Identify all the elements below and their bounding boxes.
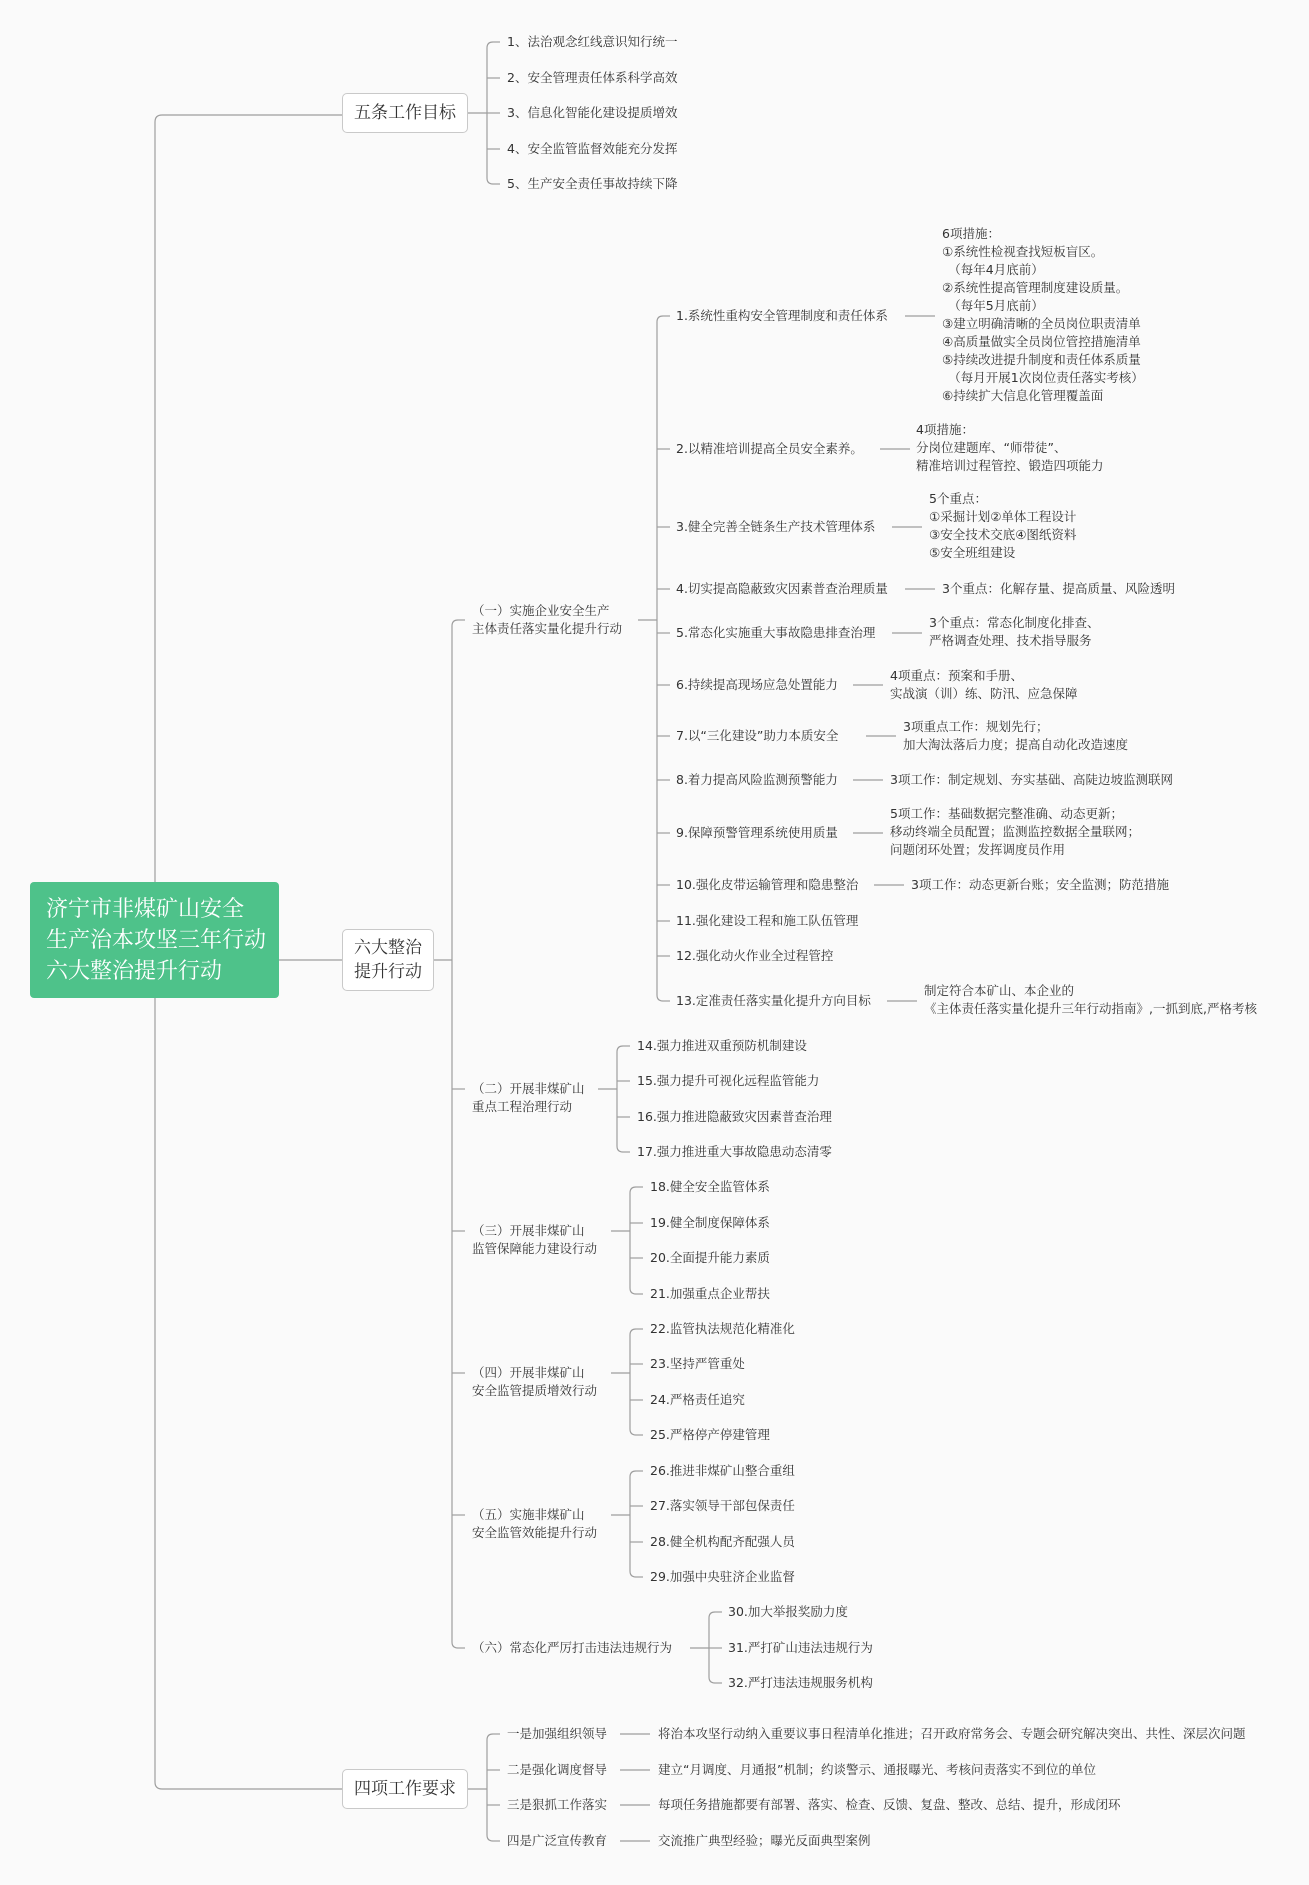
- action-5-item[interactable]: 28.健全机构配齐配强人员: [650, 1534, 795, 1549]
- goal-item[interactable]: 5、生产安全责任事故持续下降: [507, 176, 678, 191]
- measure-2-note: [916, 421, 1104, 475]
- action-3-title-line: 监管保障能力建设行动: [472, 1241, 598, 1256]
- measure-13-note: [924, 982, 1257, 1018]
- note-line: 4项措施：: [916, 422, 974, 437]
- action-3-item[interactable]: 19.健全制度保障体系: [650, 1215, 770, 1230]
- measure-6-note: [890, 667, 1078, 703]
- goals-title: 五条工作目标: [354, 103, 456, 123]
- measure-7[interactable]: 7.以“三化建设”助力本质安全: [676, 728, 839, 743]
- measure-1-note: [942, 225, 1144, 405]
- note-line: 问题闭环处置；发挥调度员作用: [890, 842, 1066, 857]
- measure-3[interactable]: 3.健全完善全链条生产技术管理体系: [676, 519, 876, 534]
- note-line: ⑤持续改进提升制度和责任体系质量: [942, 352, 1141, 367]
- requirement-note: 建立“月调度、月通报”机制；约谈警示、通报曝光、考核问责落实不到位的单位: [658, 1762, 1096, 1777]
- actions-title-line: 提升行动: [354, 962, 422, 982]
- note-line: ⑤安全班组建设: [929, 545, 1016, 560]
- action-2-item[interactable]: 17.强力推进重大事故隐患动态清零: [637, 1144, 832, 1159]
- measure-11[interactable]: 11.强化建设工程和施工队伍管理: [676, 913, 859, 928]
- measure-5[interactable]: 5.常态化实施重大事故隐患排查治理: [676, 625, 876, 640]
- root-line: 生产治本攻坚三年行动: [46, 928, 267, 953]
- measure-12[interactable]: 12.强化动火作业全过程管控: [676, 948, 834, 963]
- action-4-title-line: 安全监管提质增效行动: [472, 1383, 598, 1398]
- goal-item[interactable]: 2、安全管理责任体系科学高效: [507, 70, 678, 85]
- action-6-item[interactable]: 32.严打违法违规服务机构: [728, 1675, 873, 1690]
- action-5-item[interactable]: 26.推进非煤矿山整合重组: [650, 1463, 795, 1478]
- action-5-title-line: 安全监管效能提升行动: [472, 1525, 598, 1540]
- action-5-item[interactable]: 29.加强中央驻济企业监督: [650, 1569, 795, 1584]
- measure-8[interactable]: 8.着力提高风险监测预警能力: [676, 772, 838, 787]
- action-6-title[interactable]: （六）常态化严厉打击违法违规行为: [472, 1640, 673, 1655]
- note-line: ①系统性检视查找短板盲区。: [942, 244, 1104, 259]
- action-3-item[interactable]: 21.加强重点企业帮扶: [650, 1286, 770, 1301]
- measure-7-note: [903, 718, 1128, 754]
- action-5-title-line: （五）实施非煤矿山: [472, 1507, 585, 1522]
- action-1-title-line: （一）实施企业安全生产: [472, 603, 610, 618]
- goal-item[interactable]: 1、法治观念红线意识知行统一: [507, 34, 678, 49]
- note-line: 5个重点：: [929, 491, 987, 506]
- action-4-title[interactable]: [472, 1364, 597, 1400]
- action-2-item[interactable]: 14.强力推进双重预防机制建设: [637, 1038, 807, 1053]
- requirement-item[interactable]: 一是加强组织领导: [507, 1726, 608, 1741]
- action-2-title-line: （二）开展非煤矿山: [472, 1081, 585, 1096]
- note-line: 6项措施：: [942, 226, 1000, 241]
- measure-4[interactable]: 4.切实提高隐蔽致灾因素普查治理质量: [676, 581, 888, 596]
- note-line: 精准培训过程管控、锻造四项能力: [916, 458, 1104, 473]
- measure-5-note: [929, 614, 1099, 650]
- connector-line: [630, 1187, 636, 1294]
- goals-topic[interactable]: [342, 93, 468, 133]
- requirement-note: 交流推广典型经验；曝光反面典型案例: [658, 1833, 871, 1848]
- action-5-title[interactable]: [472, 1506, 597, 1542]
- measure-13[interactable]: 13.定准责任落实量化提升方向目标: [676, 993, 871, 1008]
- connector-line: [657, 316, 663, 1001]
- requirement-item[interactable]: 三是狠抓工作落实: [507, 1797, 608, 1812]
- root-topic[interactable]: [30, 882, 279, 998]
- note-line: （每年4月底前）: [942, 262, 1044, 277]
- note-line: 4项重点：预案和手册、: [890, 668, 1023, 683]
- action-4-item[interactable]: 23.坚持严管重处: [650, 1356, 745, 1371]
- action-2-title-line: 重点工程治理行动: [472, 1099, 573, 1114]
- note-line: 3个重点：常态化制度化排查、: [929, 615, 1100, 630]
- requirements-topic[interactable]: [342, 1769, 468, 1809]
- connector-line: [630, 1329, 636, 1435]
- measure-8-note: 3项工作：制定规划、夯实基础、高陡边坡监测联网: [890, 772, 1173, 787]
- action-2-item[interactable]: 15.强力提升可视化远程监管能力: [637, 1073, 820, 1088]
- note-line: 严格调查处理、技术指导服务: [929, 633, 1092, 648]
- action-4-title-line: （四）开展非煤矿山: [472, 1365, 585, 1380]
- measure-4-note: 3个重点：化解存量、提高质量、风险透明: [942, 581, 1175, 596]
- note-line: 分岗位建题库、“师带徒”、: [916, 440, 1067, 455]
- note-line: 5项工作：基础数据完整准确、动态更新；: [890, 806, 1123, 821]
- requirement-note: 每项任务措施都要有部署、落实、检查、反馈、复盘、整改、总结、提升，形成闭环: [658, 1797, 1121, 1812]
- measure-9[interactable]: 9.保障预警管理系统使用质量: [676, 825, 838, 840]
- measure-6[interactable]: 6.持续提高现场应急处置能力: [676, 677, 838, 692]
- note-line: ②系统性提高管理制度建设质量。: [942, 280, 1129, 295]
- note-line: ③建立明确清晰的全员岗位职责清单: [942, 316, 1141, 331]
- root-line: 六大整治提升行动: [46, 959, 223, 984]
- measure-1[interactable]: 1.系统性重构安全管理制度和责任体系: [676, 308, 888, 323]
- action-4-item[interactable]: 22.监管执法规范化精准化: [650, 1321, 795, 1336]
- note-line: 加大淘汰落后力度；提高自动化改造速度: [903, 737, 1129, 752]
- action-1-title-line: 主体责任落实量化提升行动: [472, 621, 623, 636]
- connector-line: [617, 1046, 623, 1152]
- note-line: 3项重点工作：规划先行；: [903, 719, 1049, 734]
- requirement-item[interactable]: 四是广泛宣传教育: [507, 1833, 608, 1848]
- measure-2[interactable]: 2.以精准培训提高全员安全素养。: [676, 441, 863, 456]
- action-6-item[interactable]: 31.严打矿山违法违规行为: [728, 1640, 873, 1655]
- action-3-title[interactable]: [472, 1222, 597, 1258]
- measure-9-note: [890, 805, 1140, 859]
- action-3-item[interactable]: 20.全面提升能力素质: [650, 1250, 770, 1265]
- connector-line: [487, 1734, 493, 1841]
- note-line: 制定符合本矿山、本企业的: [924, 983, 1075, 998]
- action-3-item[interactable]: 18.健全安全监管体系: [650, 1179, 770, 1194]
- note-line: （每月开展1次岗位责任落实考核）: [942, 370, 1144, 385]
- note-line: （每年5月底前）: [942, 298, 1044, 313]
- action-4-item[interactable]: 25.严格停产停建管理: [650, 1427, 770, 1442]
- action-2-title[interactable]: [472, 1080, 585, 1116]
- connector-line: [155, 998, 342, 1789]
- action-3-title-line: （三）开展非煤矿山: [472, 1223, 585, 1238]
- note-line: 实战演（训）练、防汛、应急保障: [890, 686, 1078, 701]
- requirements-title: 四项工作要求: [354, 1779, 456, 1799]
- note-line: 《主体责任落实量化提升三年行动指南》,一抓到底,严格考核: [924, 1001, 1257, 1016]
- measure-10-note: 3项工作：动态更新台账；安全监测；防范措施: [911, 877, 1169, 892]
- action-5-item[interactable]: 27.落实领导干部包保责任: [650, 1498, 795, 1513]
- measure-3-note: [929, 490, 1076, 562]
- note-line: ①采掘计划②单体工程设计: [929, 509, 1077, 524]
- connector-line: [630, 1471, 636, 1577]
- goal-item[interactable]: 4、安全监管监督效能充分发挥: [507, 141, 678, 156]
- requirement-item[interactable]: 二是强化调度督导: [507, 1762, 608, 1777]
- action-6-item[interactable]: 30.加大举报奖励力度: [728, 1604, 848, 1619]
- connector-line: [155, 115, 342, 882]
- note-line: ③安全技术交底④图纸资料: [929, 527, 1077, 542]
- action-2-item[interactable]: 16.强力推进隐蔽致灾因素普查治理: [637, 1109, 832, 1124]
- actions-title-line: 六大整治: [354, 938, 422, 958]
- goal-item[interactable]: 3、信息化智能化建设提质增效: [507, 105, 678, 120]
- note-line: ⑥持续扩大信息化管理覆盖面: [942, 388, 1104, 403]
- measure-10[interactable]: 10.强化皮带运输管理和隐患整治: [676, 877, 859, 892]
- root-line: 济宁市非煤矿山安全: [46, 897, 245, 922]
- action-1-title[interactable]: [472, 602, 622, 638]
- action-4-item[interactable]: 24.严格责任追究: [650, 1392, 745, 1407]
- note-line: ④高质量做实全员岗位管控措施清单: [942, 334, 1141, 349]
- note-line: 移动终端全员配置；监测监控数据全量联网；: [890, 824, 1141, 839]
- connector-line: [452, 620, 458, 1648]
- requirement-note: 将治本攻坚行动纳入重要议事日程清单化推进；召开政府常务会、专题会研究解决突出、共性、深层次问题: [658, 1726, 1246, 1741]
- actions-topic[interactable]: [342, 929, 434, 991]
